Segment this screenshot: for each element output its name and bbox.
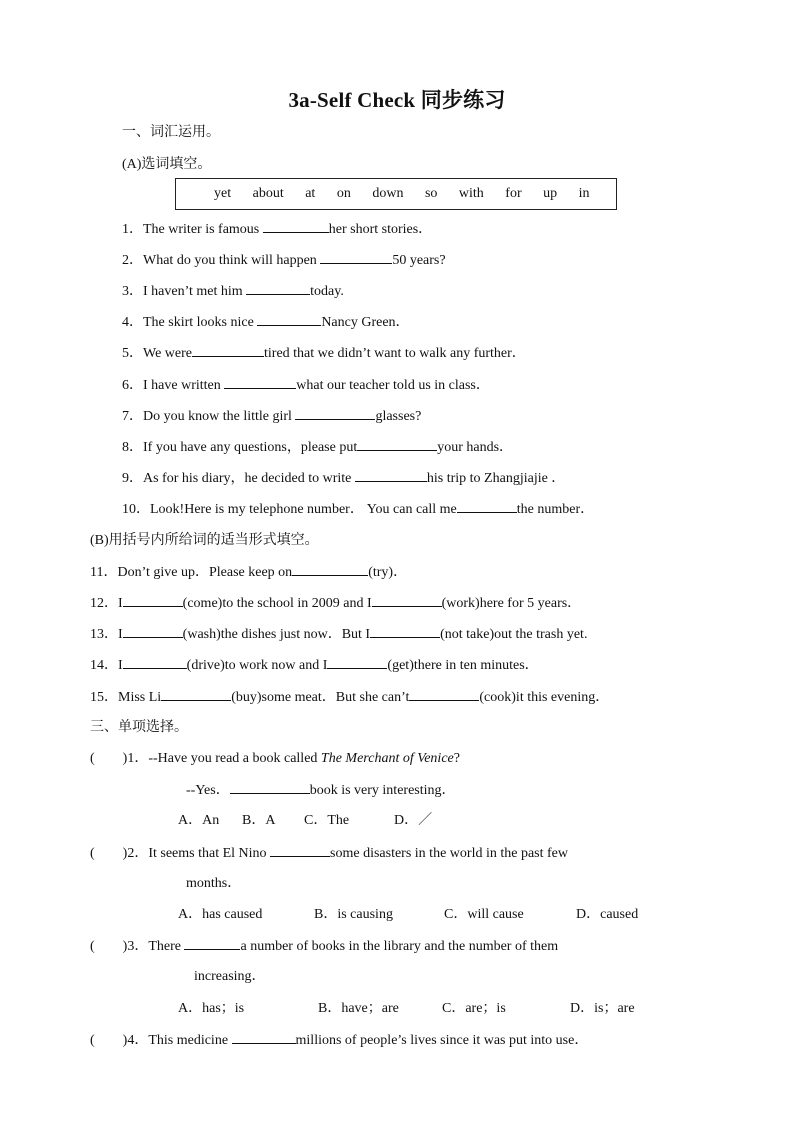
- question-text: 7．Do you know the little girl: [122, 409, 296, 424]
- word-bank-item: in: [578, 186, 590, 201]
- answer-blank[interactable]: [224, 376, 296, 389]
- question-text: his trip to Zhangjiajie ．: [426, 471, 566, 486]
- answer-blank[interactable]: [161, 688, 231, 701]
- question-text: 4．The skirt looks nice: [122, 315, 258, 330]
- question-1: [122, 220, 432, 239]
- option-a[interactable]: A．An: [178, 813, 220, 828]
- answer-paren[interactable]: ( )1．: [90, 751, 149, 766]
- question-text: millions of people’s lives since it was put into use．: [295, 1033, 589, 1048]
- word-bank-item: at: [305, 186, 316, 201]
- question-12: [90, 594, 581, 613]
- page-title: 3a-Self Check 同步练习: [288, 88, 506, 112]
- word-bank-item: so: [424, 186, 438, 201]
- answer-blank[interactable]: [327, 656, 387, 669]
- option-b[interactable]: B．A: [242, 813, 276, 828]
- answer-blank[interactable]: [123, 625, 183, 638]
- answer-blank[interactable]: [230, 781, 310, 794]
- question-text: This medicine: [148, 1033, 232, 1048]
- question-text: your hands．: [437, 440, 514, 455]
- question-11: [90, 563, 407, 582]
- question-text: today.: [310, 284, 344, 299]
- answer-blank[interactable]: [246, 282, 310, 295]
- mc-question-2-options: [178, 906, 638, 924]
- option-b[interactable]: B．is causing: [314, 907, 393, 922]
- question-text: 13．I: [90, 627, 123, 642]
- question-text: 9．As for his diary，he decided to write: [122, 471, 355, 486]
- word-bank: [214, 186, 608, 202]
- question-text: 12．I: [90, 596, 123, 611]
- answer-blank[interactable]: [123, 594, 183, 607]
- option-d[interactable]: D．／: [394, 813, 433, 828]
- question-15: [90, 688, 609, 707]
- question-text: what our teacher told us in class．: [296, 378, 490, 393]
- option-c[interactable]: C．will cause: [444, 907, 524, 922]
- question-text: (buy)some meat．But she can’t: [231, 690, 410, 705]
- question-text: 3．I haven’t met him: [122, 284, 247, 299]
- word-bank-box: [175, 178, 617, 210]
- question-text: her short stories．: [328, 222, 433, 237]
- question-8: [122, 438, 513, 457]
- question-text: 14．I: [90, 658, 123, 673]
- answer-blank[interactable]: [295, 407, 375, 420]
- question-text: (try)．: [368, 565, 408, 580]
- question-6: [122, 376, 490, 395]
- question-text: --Yes．: [186, 783, 230, 798]
- answer-blank[interactable]: [355, 469, 427, 482]
- question-text: glasses?: [375, 409, 422, 424]
- mc-question-4: [90, 1031, 588, 1050]
- word-bank-item: about: [252, 186, 284, 201]
- answer-blank[interactable]: [123, 656, 187, 669]
- answer-blank[interactable]: [457, 500, 517, 513]
- question-text: tired that we didn’t want to walk any further．: [264, 346, 526, 361]
- option-d[interactable]: D．caused: [576, 907, 639, 922]
- mc-question-2: [90, 844, 568, 863]
- word-bank-item: down: [372, 186, 404, 201]
- question-text: 8．If you have any questions，please put: [122, 440, 358, 455]
- question-5: [122, 344, 526, 363]
- mc-question-1-options: [178, 812, 432, 830]
- option-a[interactable]: A．has caused: [178, 907, 263, 922]
- answer-blank[interactable]: [257, 313, 321, 326]
- answer-paren[interactable]: ( )2．: [90, 846, 149, 861]
- answer-blank[interactable]: [292, 563, 368, 576]
- question-text: (wash)the dishes just now．But I: [182, 627, 371, 642]
- answer-blank[interactable]: [370, 625, 440, 638]
- option-c[interactable]: C．The: [304, 813, 350, 828]
- question-text: --Have you read a book called: [148, 751, 321, 766]
- mc-question-1: [90, 750, 460, 768]
- question-text: a number of books in the library and the number of them: [240, 939, 559, 954]
- answer-blank[interactable]: [357, 438, 437, 451]
- word-bank-item: up: [543, 186, 558, 201]
- partB-heading: (B)用括号内所给词的适当形式填空。: [90, 533, 319, 548]
- answer-paren[interactable]: ( )4．: [90, 1033, 149, 1048]
- question-text: (not take)out the trash yet.: [440, 627, 588, 642]
- question-4: [122, 313, 410, 332]
- option-d[interactable]: D．is；are: [570, 1001, 635, 1016]
- answer-blank[interactable]: [320, 251, 392, 264]
- question-14: [90, 656, 539, 675]
- question-text: 11．Don’t give up．Please keep on: [90, 565, 293, 580]
- question-text: 2．What do you think will happen: [122, 253, 321, 268]
- question-text: 15．Miss Li: [90, 690, 162, 705]
- answer-blank[interactable]: [409, 688, 479, 701]
- question-text: 10．Look!Here is my telephone number． You can call me: [122, 502, 457, 517]
- word-bank-item: for: [505, 186, 522, 201]
- question-text: (come)to the school in 2009 and I: [182, 596, 372, 611]
- section3-heading: 三、单项选择。: [90, 720, 188, 735]
- mc-question-2-line2: months．: [186, 876, 242, 891]
- question-text: 50 years?: [392, 253, 446, 268]
- question-text: (get)there in ten minutes．: [387, 658, 539, 673]
- answer-blank[interactable]: [184, 937, 240, 950]
- question-text: There: [148, 939, 185, 954]
- answer-paren[interactable]: ( )3．: [90, 939, 149, 954]
- answer-blank[interactable]: [192, 344, 264, 357]
- mc-question-3: [90, 937, 558, 956]
- mc-question-3-options: [178, 1000, 635, 1018]
- option-c[interactable]: C．are；is: [442, 1001, 506, 1016]
- mc-question-1-line2: [186, 781, 456, 800]
- question-text: 6．I have written: [122, 378, 225, 393]
- partA-heading: (A)选词填空。: [122, 157, 212, 172]
- book-title: The Merchant of Venice: [320, 751, 454, 766]
- answer-blank[interactable]: [372, 594, 442, 607]
- question-13: [90, 625, 587, 644]
- section1-heading: 一、词汇运用。: [122, 125, 220, 140]
- question-text: Nancy Green．: [321, 315, 410, 330]
- question-text: (cook)it this evening．: [479, 690, 610, 705]
- question-text: 1．The writer is famous: [122, 222, 263, 237]
- question-text: ?: [453, 751, 460, 766]
- question-text: (drive)to work now and I: [186, 658, 328, 673]
- option-b[interactable]: B．have；are: [318, 1001, 399, 1016]
- answer-blank[interactable]: [263, 220, 329, 233]
- answer-blank[interactable]: [270, 844, 330, 857]
- question-7: [122, 407, 421, 426]
- question-text: the number．: [516, 502, 595, 517]
- question-text: some disasters in the world in the past few: [330, 846, 568, 861]
- word-bank-item: on: [336, 186, 351, 201]
- question-text: It seems that El Nino: [148, 846, 271, 861]
- mc-question-3-line2: increasing．: [194, 969, 266, 984]
- question-2: [122, 251, 446, 270]
- question-text: book is very interesting．: [309, 783, 456, 798]
- answer-blank[interactable]: [232, 1031, 296, 1044]
- word-bank-item: yet: [214, 186, 232, 201]
- word-bank-item: with: [458, 186, 484, 201]
- question-3: [122, 282, 344, 301]
- question-9: [122, 469, 565, 488]
- option-a[interactable]: A．has；is: [178, 1001, 245, 1016]
- question-text: 5．We were: [122, 346, 193, 361]
- question-text: (work)here for 5 years．: [441, 596, 582, 611]
- question-10: [122, 500, 594, 519]
